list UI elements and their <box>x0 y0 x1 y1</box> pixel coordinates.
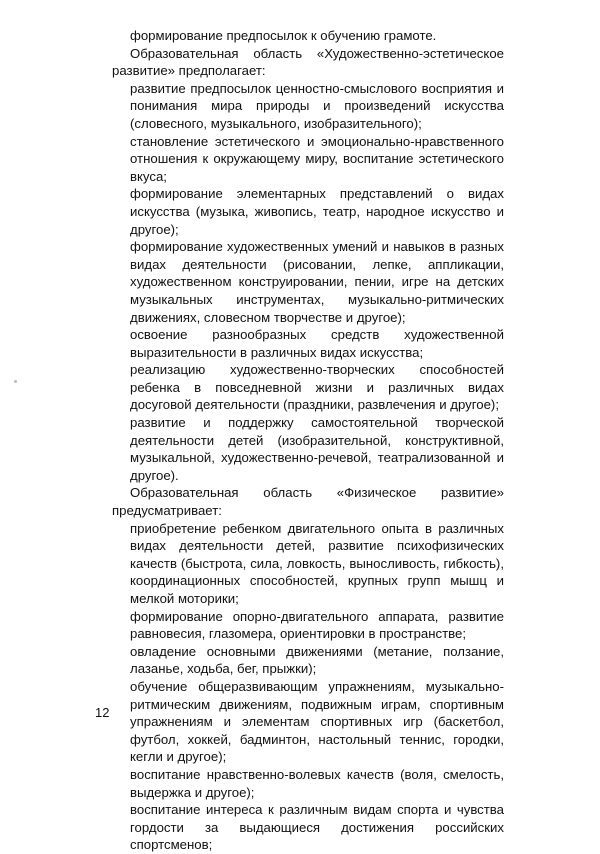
list-item: воспитание интереса к различным видам спорта и чувства гордости за выдающиеся достижения российских спортсменов; <box>130 802 504 853</box>
page-number: 12 <box>95 705 110 720</box>
scan-speck <box>14 380 17 383</box>
physical-section-intro: Образовательная область «Физическое развитие» предусматривает: <box>112 485 504 519</box>
list-item: развитие и поддержку самостоятельной творческой деятельности детей (изобразительной, конструктивной, музыкальной, художественно-речевой, театрализованной и другое). <box>130 415 504 483</box>
list-item: приобретение ребенком двигательного опыта в различных видах деятельности детей, развитие психофизических качеств (быстрота, сила, ловкость, выносливость, гибкость), координационных способностей, крупных групп мышц и мелкой моторики; <box>130 520 504 606</box>
list-item: освоение разнообразных средств художественной выразительности в различных видах искусства; <box>130 327 504 360</box>
art-section-intro: Образовательная область «Художественно-эстетическое развитие» предполагает: <box>112 45 504 79</box>
opening-line: формирование предпосылок к обучению грамоте. <box>130 28 437 43</box>
list-item: реализацию художественно-творческих способностей ребенка в повседневной жизни и различных видах досуговой деятельности (праздники, развлечения и другое); <box>130 362 504 413</box>
list-item: овладение основными движениями (метание, ползание, лазанье, ходьба, бег, прыжки); <box>130 643 504 677</box>
list-item: формирование художественных умений и навыков в разных видах деятельности (рисовании, лепке, аппликации, художественном конструировании, пении, игре на детских музыкальных инструментах, музыкально-ритмических движениях, словесном творчестве и другое); <box>130 239 504 325</box>
physical-section-list <box>130 520 504 854</box>
list-item: обучение общеразвивающим упражнениям, музыкально-ритмическим движениям, подвижным играм, спортивным упражнениям и элементам спортивных игр (баскетбол, футбол, хоккей, бадминтон, настольный теннис, городки, кегли и другое); <box>130 678 504 765</box>
list-item: формирование опорно-двигательного аппарата, развитие равновесия, глазомера, ориентировки в пространстве; <box>130 608 504 642</box>
list-item: развитие предпосылок ценностно-смыслового восприятия и понимания мира природы и произведений искусства (словесного, музыкального, изобразительного); <box>130 80 504 131</box>
text-block <box>112 27 504 854</box>
list-item: становление эстетического и эмоционально-нравственного отношения к окружающему миру, воспитание эстетического вкуса; <box>130 133 504 184</box>
list-item: воспитание нравственно-волевых качеств (воля, смелость, выдержка и другое); <box>130 766 504 800</box>
list-item: формирование элементарных представлений о видах искусства (музыка, живопись, театр, народное искусство и другое); <box>130 186 504 237</box>
art-section-list <box>130 80 504 485</box>
